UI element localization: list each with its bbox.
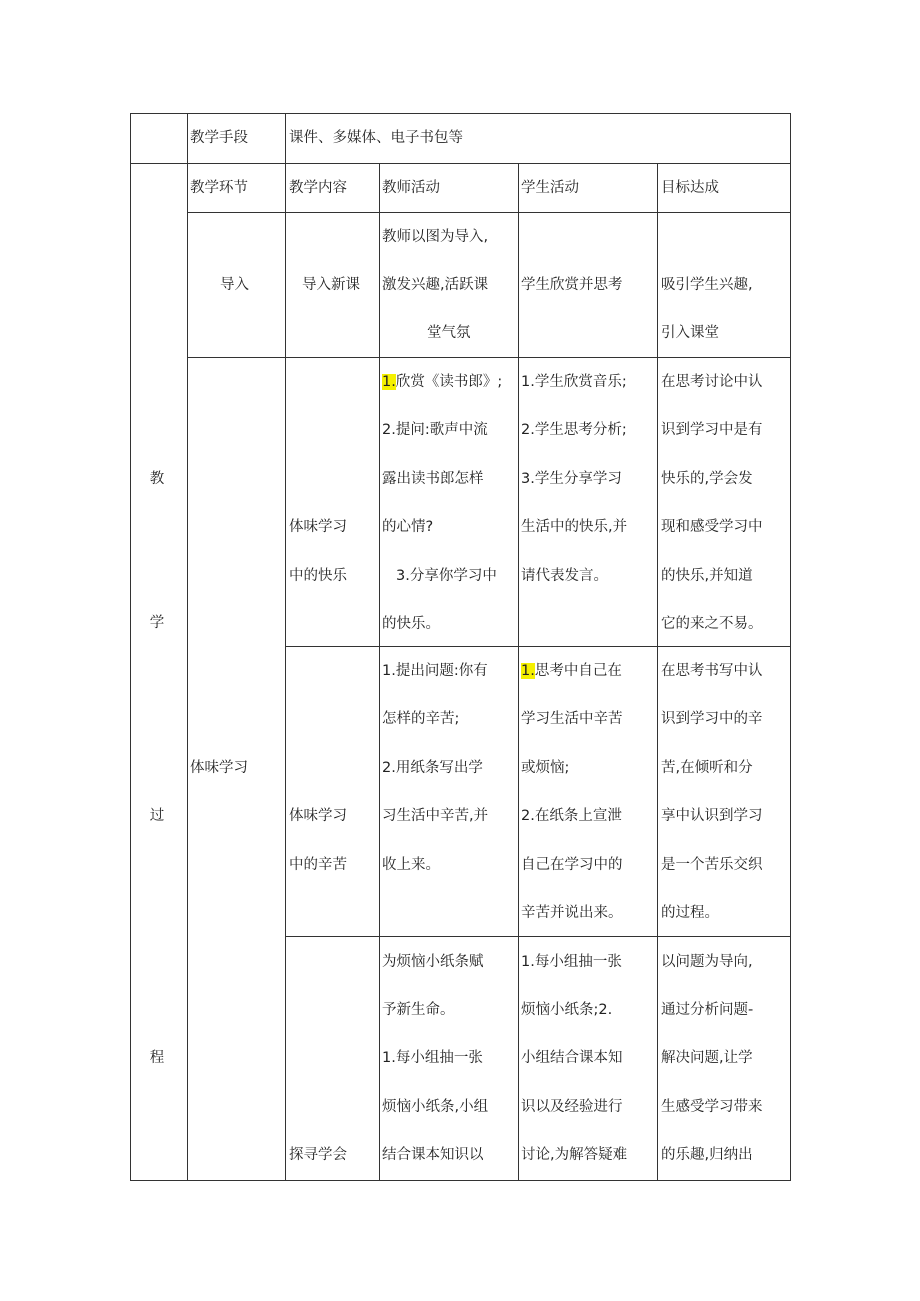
explore-teacher-line: 予新生命。 <box>382 1002 455 1018</box>
hardship-student-line: 辛苦并说出来。 <box>521 905 623 921</box>
hardship-content-line: 体味学习 <box>289 808 347 824</box>
column-header: 教学环节 <box>190 180 248 196</box>
joy-goal-line: 的快乐,并知道 <box>661 568 753 584</box>
intro-content: 导入新课 <box>302 277 360 293</box>
process-label-char: 教 <box>149 471 165 487</box>
hardship-teacher-line: 2.用纸条写出学 <box>382 760 483 776</box>
intro-teacher-line: 激发兴趣,活跃课 <box>382 277 489 293</box>
hardship-goal-line: 识到学习中的辛 <box>661 711 763 727</box>
joy-student-line: 请代表发言。 <box>521 568 608 584</box>
explore-teacher-line: 烦恼小纸条,小组 <box>382 1099 489 1115</box>
explore-goal-line: 的乐趣,归纳出 <box>661 1147 753 1163</box>
joy-student-line: 1.学生欣赏音乐; <box>521 374 627 390</box>
joy-goal-line: 快乐的,学会发 <box>661 471 753 487</box>
hardship-goal-line: 的过程。 <box>661 905 719 921</box>
joy-teacher-line: 的心情? <box>382 519 434 535</box>
explore-student-line: 识以及经验进行 <box>521 1099 623 1115</box>
explore-goal-line: 以问题为导向, <box>661 954 753 970</box>
explore-teacher-line: 结合课本知识以 <box>382 1147 484 1163</box>
joy-student-line: 2.学生思考分析; <box>521 422 627 438</box>
explore-goal-line: 通过分析问题- <box>661 1002 754 1018</box>
explore-student-line: 1.每小组抽一张 <box>521 954 622 970</box>
column-header: 学生活动 <box>521 180 579 196</box>
teaching-means-label: 教学手段 <box>190 130 248 146</box>
joy-goal-line: 识到学习中是有 <box>661 422 763 438</box>
intro-teacher-line: 堂气氛 <box>427 325 471 341</box>
experience-stage: 体味学习 <box>190 760 248 776</box>
process-label-char: 学 <box>149 615 165 631</box>
explore-student-line: 烦恼小纸条;2. <box>521 1002 613 1018</box>
joy-goal-line: 现和感受学习中 <box>661 519 763 535</box>
highlight-mark: 1. <box>382 374 396 390</box>
intro-goal-line: 引入课堂 <box>661 325 719 341</box>
hardship-content-line: 中的辛苦 <box>289 857 347 873</box>
joy-student-line: 生活中的快乐,并 <box>521 519 628 535</box>
joy-goal-line: 在思考讨论中认 <box>661 374 763 390</box>
joy-teacher-line: 1.欣赏《读书郎》; <box>382 374 503 390</box>
column-header: 教学内容 <box>289 180 347 196</box>
hardship-goal-line: 是一个苦乐交织 <box>661 857 763 873</box>
highlight-mark: 1. <box>521 663 535 679</box>
joy-content-line: 中的快乐 <box>289 568 347 584</box>
joy-content-line: 体味学习 <box>289 519 347 535</box>
joy-teacher-line: 的快乐。 <box>382 616 440 632</box>
teaching-means-value: 课件、多媒体、电子书包等 <box>289 130 463 146</box>
hardship-student-line: 学习生活中辛苦 <box>521 711 623 727</box>
intro-goal-line: 吸引学生兴趣, <box>661 277 753 293</box>
process-label-char: 过 <box>149 808 165 824</box>
hardship-teacher-line: 收上来。 <box>382 857 440 873</box>
column-header: 教师活动 <box>382 180 440 196</box>
joy-student-line: 3.学生分享学习 <box>521 471 622 487</box>
hardship-goal-line: 苦,在倾听和分 <box>661 760 753 776</box>
hardship-teacher-line: 习生活中辛苦,并 <box>382 808 489 824</box>
hardship-student-line: 2.在纸条上宣泄 <box>521 808 622 824</box>
hardship-student-line: 或烦恼; <box>521 760 570 776</box>
process-label-char: 程 <box>149 1050 165 1066</box>
hardship-goal-line: 在思考书写中认 <box>661 663 763 679</box>
intro-student-line: 学生欣赏并思考 <box>521 277 623 293</box>
joy-goal-line: 它的来之不易。 <box>661 616 763 632</box>
explore-teacher-line: 为烦恼小纸条赋 <box>382 954 484 970</box>
hardship-student-line: 自己在学习中的 <box>521 857 623 873</box>
hardship-goal-line: 享中认识到学习 <box>661 808 763 824</box>
explore-goal-line: 解决问题,让学 <box>661 1050 753 1066</box>
explore-content: 探寻学会 <box>289 1147 347 1163</box>
hardship-teacher-line: 1.提出问题:你有 <box>382 663 488 679</box>
hardship-student-line: 1.思考中自己在 <box>521 663 622 679</box>
explore-student-line: 讨论,为解答疑难 <box>521 1147 628 1163</box>
column-header: 目标达成 <box>661 180 719 196</box>
joy-teacher-line: 2.提问:歌声中流 <box>382 422 488 438</box>
intro-stage: 导入 <box>220 277 249 293</box>
hardship-teacher-line: 怎样的辛苦; <box>382 711 460 727</box>
intro-teacher-line: 教师以图为导入, <box>382 229 489 245</box>
explore-goal-line: 生感受学习带来 <box>661 1099 763 1115</box>
explore-student-line: 小组结合课本知 <box>521 1050 623 1066</box>
joy-teacher-line: 露出读书郎怎样 <box>382 471 484 487</box>
joy-teacher-line: 3.分享你学习中 <box>396 568 497 584</box>
explore-teacher-line: 1.每小组抽一张 <box>382 1050 483 1066</box>
